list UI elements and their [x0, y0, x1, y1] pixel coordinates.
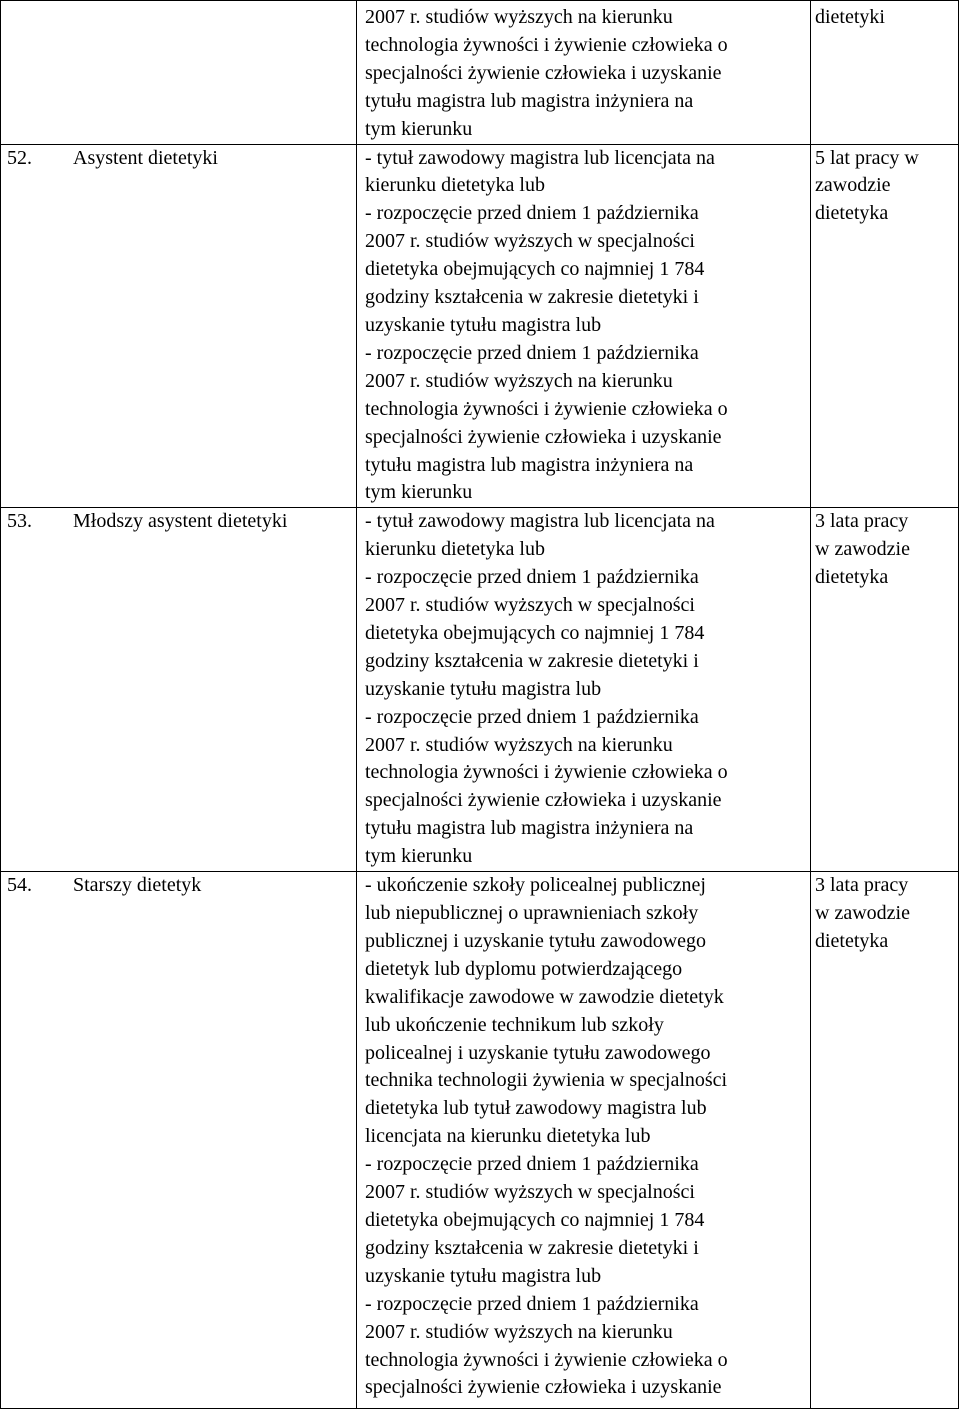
position-title: Asystent dietetyki [73, 146, 218, 169]
experience-cell [811, 508, 959, 872]
requirement-line: - ukończenie szkoły policealnej publicznej [365, 874, 706, 897]
requirement-line: tytułu magistra lub magistra inżyniera na [365, 89, 694, 112]
requirement-line: tym kierunku [365, 845, 473, 868]
requirement-line: specjalności żywienie człowieka i uzyskanie [365, 1376, 722, 1399]
requirement-line: 2007 r. studiów wyższych na kierunku [365, 6, 673, 28]
requirements-cell [357, 1, 811, 145]
position-cell [1, 508, 357, 872]
experience-line: dietetyka [815, 566, 889, 589]
requirement-line: - tytuł zawodowy magistra lub licencjata na [365, 146, 715, 169]
position-title: Młodszy asystent dietetyki [73, 510, 288, 533]
requirement-line: kierunku dietetyka lub [365, 174, 545, 197]
requirement-line: kierunku dietetyka lub [365, 538, 545, 561]
requirement-line: - rozpoczęcie przed dniem 1 października [365, 1153, 699, 1176]
requirement-line: licencjata na kierunku dietetyka lub [365, 1125, 651, 1148]
requirements-cell [357, 872, 811, 1409]
requirement-line: 2007 r. studiów wyższych w specjalności [365, 594, 695, 617]
position-cell [1, 872, 357, 1409]
requirement-line: lub niepublicznej o uprawnieniach szkoły [365, 902, 699, 924]
requirement-line: 2007 r. studiów wyższych w specjalności [365, 1181, 695, 1204]
experience-cell [811, 1, 959, 145]
experience-line: 3 lata pracy [815, 510, 909, 533]
experience-line: 3 lata pracy [815, 874, 909, 897]
requirement-line: technologia żywności i żywienie człowieka o [365, 1348, 728, 1371]
requirement-line: - tytuł zawodowy magistra lub licencjata na [365, 510, 715, 533]
table-row [1, 872, 959, 1409]
requirement-line: uzyskanie tytułu magistra lub [365, 677, 602, 700]
requirement-line: specjalności żywienie człowieka i uzyskanie [365, 789, 722, 812]
requirement-line: - rozpoczęcie przed dniem 1 października [365, 566, 699, 589]
requirement-line: tytułu magistra lub magistra inżyniera na [365, 817, 694, 840]
requirements-cell [357, 508, 811, 872]
requirement-line: tym kierunku [365, 481, 473, 504]
requirement-line: kwalifikacje zawodowe w zawodzie dietetyk [365, 985, 724, 1008]
experience-line: w zawodzie [815, 902, 910, 924]
requirements-cell [357, 144, 811, 508]
requirement-line: technologia żywności i żywienie człowieka o [365, 397, 728, 420]
experience-line: w zawodzie [815, 538, 910, 561]
requirement-line: 2007 r. studiów wyższych na kierunku [365, 1320, 673, 1343]
table-row [1, 1, 959, 145]
requirement-line: publicznej i uzyskanie tytułu zawodowego [365, 929, 707, 952]
requirement-line: tytułu magistra lub magistra inżyniera na [365, 453, 694, 476]
experience-line: dietetyka [815, 929, 889, 952]
requirement-line: uzyskanie tytułu magistra lub [365, 1264, 602, 1287]
requirement-line: dietetyka obejmujących co najmniej 1 784 [365, 621, 705, 644]
requirement-line: - rozpoczęcie przed dniem 1 października [365, 705, 699, 728]
requirement-line: godziny kształcenia w zakresie dietetyki i [365, 1236, 699, 1259]
position-cell [1, 1, 357, 145]
requirement-line: dietetyk lub dyplomu potwierdzającego [365, 957, 683, 980]
requirement-line: 2007 r. studiów wyższych w specjalności [365, 230, 695, 253]
experience-line: zawodzie [815, 174, 891, 197]
requirement-line: specjalności żywienie człowieka i uzyskanie [365, 61, 722, 84]
experience-cell [811, 872, 959, 1409]
requirement-line: 2007 r. studiów wyższych na kierunku [365, 369, 673, 392]
experience-line: dietetyka [815, 202, 889, 225]
experience-cell [811, 144, 959, 508]
requirement-line: dietetyka obejmujących co najmniej 1 784 [365, 258, 705, 281]
position-cell [1, 144, 357, 508]
requirement-line: technologia żywności i żywienie człowieka o [365, 761, 728, 784]
qualifications-table-body [1, 1, 959, 1409]
position-title: Starszy dietetyk [73, 874, 202, 897]
requirement-line: 2007 r. studiów wyższych na kierunku [365, 733, 673, 756]
experience-line: 5 lat pracy w [815, 146, 919, 169]
requirement-line: godziny kształcenia w zakresie dietetyki i [365, 286, 699, 309]
requirement-line: uzyskanie tytułu magistra lub [365, 313, 602, 336]
experience-line: dietetyki [815, 6, 885, 28]
requirement-line: lub ukończenie technikum lub szkoły [365, 1013, 664, 1036]
requirement-line: technologia żywności i żywienie człowieka o [365, 33, 728, 56]
position-number: 54. [7, 874, 32, 897]
position-number: 52. [7, 146, 32, 169]
requirement-line: godziny kształcenia w zakresie dietetyki i [365, 649, 699, 672]
position-number: 53. [7, 510, 32, 533]
requirement-line: - rozpoczęcie przed dniem 1 października [365, 202, 699, 225]
requirement-line: - rozpoczęcie przed dniem 1 października [365, 341, 699, 364]
requirement-line: dietetyka lub tytuł zawodowy magistra lub [365, 1097, 707, 1120]
requirement-line: policealnej i uzyskanie tytułu zawodowego [365, 1041, 711, 1064]
table-row [1, 144, 959, 508]
requirement-line: specjalności żywienie człowieka i uzyskanie [365, 425, 722, 448]
table-row [1, 508, 959, 872]
requirement-line: technika technologii żywienia w specjalności [365, 1069, 728, 1092]
requirement-line: - rozpoczęcie przed dniem 1 października [365, 1292, 699, 1315]
requirement-line: tym kierunku [365, 117, 473, 140]
requirement-line: dietetyka obejmujących co najmniej 1 784 [365, 1208, 705, 1231]
